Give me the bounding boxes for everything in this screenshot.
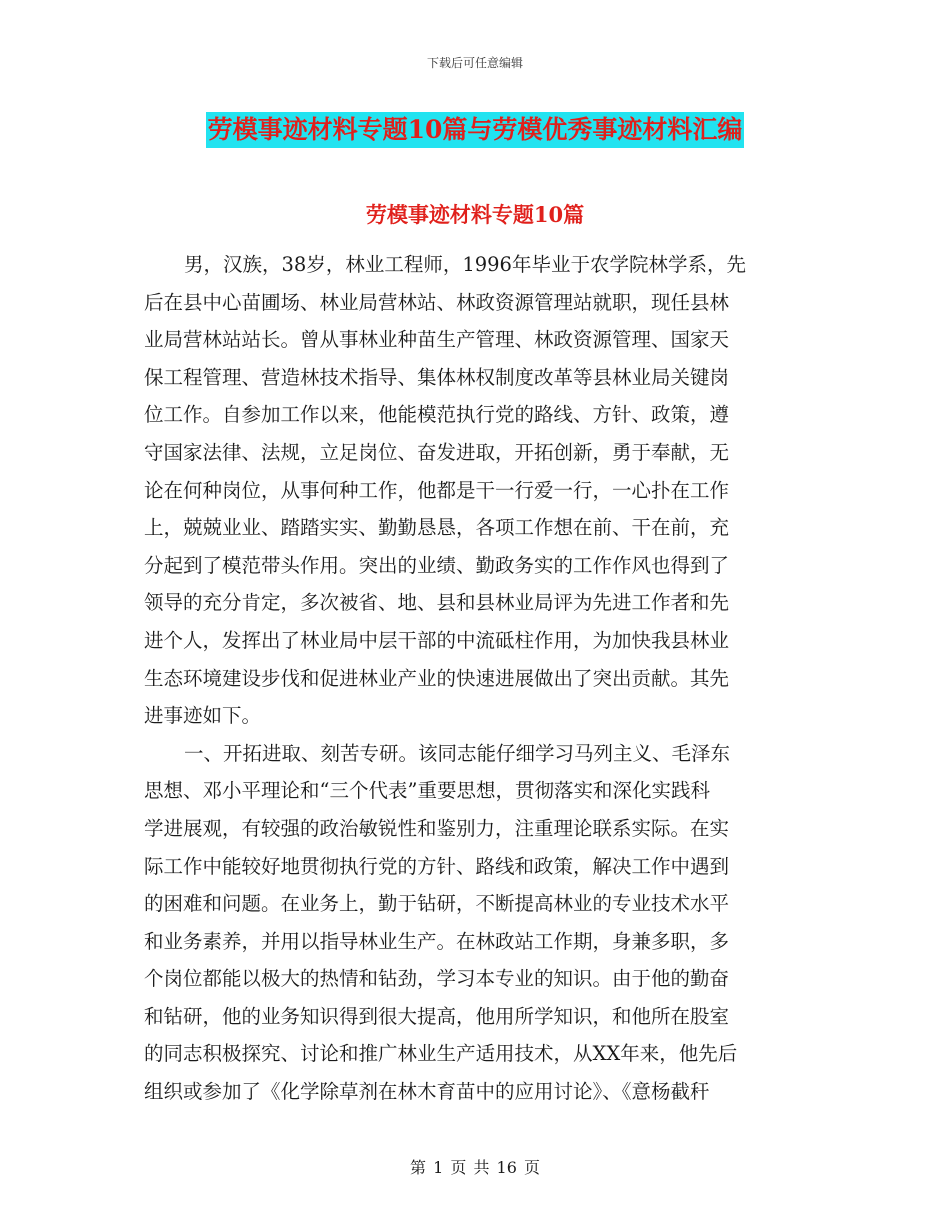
page-number: 第 1 页 共 16 页 xyxy=(410,1158,540,1177)
paragraph-line: 后在县中心苗圃场、林业局营林站、林政资源管理站就职，现任县林 xyxy=(144,290,730,314)
section-title: 劳模事迹材料专题10篇 xyxy=(365,202,585,227)
main-title-container xyxy=(0,112,950,148)
paragraph-line: 论在何种岗位，从事何种工作，他都是干一行爱一行，一心扑在工作 xyxy=(144,478,730,502)
paragraph-line: 业局营林站站长。曾从事林业种苗生产管理、林政资源管理、国家天 xyxy=(144,328,730,352)
paragraph-line: 分起到了模范带头作用。突出的业绩、勤政务实的工作作风也得到了 xyxy=(144,553,730,577)
paragraph-line: 男，汉族，38岁，林业工程师，1996年毕业于农学院林学系，先 xyxy=(184,253,746,276)
paragraph-line: 和钻研，他的业务知识得到很大提高，他用所学知识，和他所在股室 xyxy=(144,1004,730,1028)
main-title: 劳模事迹材料专题10篇与劳模优秀事迹材料汇编 xyxy=(206,112,745,148)
paragraph-line: 一、开拓进取、刻苦专研。该同志能仔细学习马列主义、毛泽东 xyxy=(184,741,731,765)
paragraph-line: 思想、邓小平理论和“三个代表”重要思想，贯彻落实和深化实践科 xyxy=(144,779,710,803)
paragraph-line: 的困难和问题。在业务上，勤于钻研，不断提高林业的专业技术水平 xyxy=(144,892,730,916)
paragraph-line: 保工程管理、营造林技术指导、集体林权制度改革等县林业局关键岗 xyxy=(144,365,730,389)
paragraph-line: 学进展观，有较强的政治敏锐性和鉴别力，注重理论联系实际。在实 xyxy=(144,816,730,840)
paragraph-line: 位工作。自参加工作以来，他能模范执行党的路线、方针、政策，遵 xyxy=(144,403,730,427)
paragraph-line: 组织或参加了《化学除草剂在林木育苗中的应用讨论》、《意杨截秆 xyxy=(144,1080,710,1104)
header-note: 下载后可任意编辑 xyxy=(426,56,523,70)
paragraph-line: 和业务素养，并用以指导林业生产。在林政站工作期，身兼多职，多 xyxy=(144,929,730,953)
paragraph-line: 际工作中能较好地贯彻执行党的方针、路线和政策，解决工作中遇到 xyxy=(144,854,730,878)
paragraph-line: 守国家法律、法规，立足岗位、奋发进取，开拓创新，勇于奉献，无 xyxy=(144,440,730,464)
paragraph-line: 上，兢兢业业、踏踏实实、勤勤恳恳，各项工作想在前、干在前，充 xyxy=(144,516,730,540)
paragraph-line: 进个人，发挥出了林业局中层干部的中流砥柱作用，为加快我县林业 xyxy=(144,628,730,652)
paragraph-line: 领导的充分肯定，多次被省、地、县和县林业局评为先进工作者和先 xyxy=(144,591,730,615)
paragraph-line: 生态环境建设步伐和促进林业产业的快速进展做出了突出贡献。其先 xyxy=(144,666,730,690)
paragraph-line: 的同志积极探究、讨论和推广林业生产适用技术，从XX年来，他先后 xyxy=(144,1042,738,1066)
body-text xyxy=(144,246,806,1111)
paragraph-line: 进事迹如下。 xyxy=(144,704,262,728)
paragraph-line: 个岗位都能以极大的热情和钻劲，学习本专业的知识。由于他的勤奋 xyxy=(144,967,730,991)
